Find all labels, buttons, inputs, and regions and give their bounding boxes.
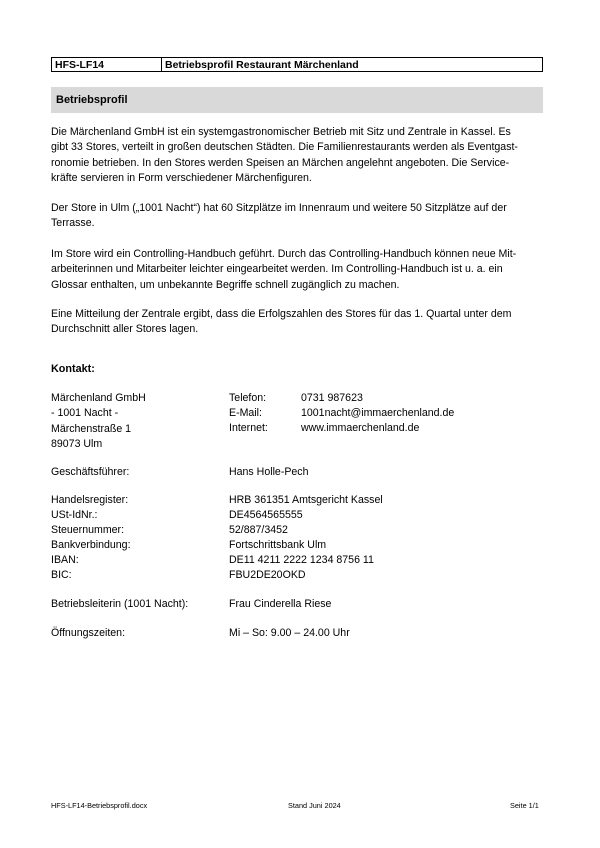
- ust-value: DE4564565555: [229, 509, 303, 521]
- bic-label: BIC:: [51, 569, 72, 581]
- email-label: E-Mail:: [229, 407, 262, 419]
- paragraph-intro: [51, 125, 543, 187]
- internet-value: www.immaerchenland.de: [301, 422, 420, 434]
- email-value: 1001nacht@immaerchenland.de: [301, 407, 455, 419]
- text-line: Der Store in Ulm („1001 Nacht“) hat 60 Sitzplätze im Innenraum und weitere 50 Sitzplätze auf der: [51, 202, 507, 214]
- text-line: Die Märchenland GmbH ist ein systemgastronomischer Betrieb mit Sitz und Zentrale in Kassel. Es: [51, 126, 511, 138]
- paragraph-handbook: [51, 247, 543, 293]
- bank-value: Fortschrittsbank Ulm: [229, 539, 327, 551]
- hr-value: HRB 361351 Amtsgericht Kassel: [229, 494, 383, 506]
- stnr-value: 52/887/3452: [229, 524, 288, 536]
- text-line: arbeiterinnen und Mitarbeiter leichter eingearbeitet werden. Im Controlling-Handbuch ist u. a. ein: [51, 263, 503, 276]
- internet-label: Internet:: [229, 422, 268, 434]
- text-line: Glossar enthalten, um unbekannte Begriffe schnell zugänglich zu machen.: [51, 278, 400, 291]
- section-title: Betriebsprofil: [51, 87, 543, 113]
- iban-label: IBAN:: [51, 554, 79, 566]
- address-line: 89073 Ulm: [51, 438, 103, 451]
- address-block: [51, 391, 146, 453]
- text-line: gibt 33 Stores, verteilt in großen deutschen Städten. Die Familienrestaurants werden als Eventgast-: [51, 141, 518, 154]
- bic-value: FBU2DE20OKD: [229, 569, 306, 581]
- footer-stand: Stand Juni 2024: [288, 801, 341, 810]
- paragraph-store: [51, 201, 543, 232]
- text-line: ronomie betrieben. In den Stores werden Speisen an Märchen angelehnt angeboten. Die Service-: [51, 156, 510, 169]
- header-title: Betriebsprofil Restaurant Märchenland: [165, 59, 359, 71]
- header-table: [51, 57, 543, 72]
- oeffnungszeiten-label: Öffnungszeiten:: [51, 627, 126, 639]
- footer-page-number: Seite 1/1: [510, 801, 539, 810]
- oeffnungszeiten-value: Mi – So: 9.00 – 24.00 Uhr: [229, 627, 350, 639]
- stnr-label: Steuernummer:: [51, 524, 125, 536]
- text-line: Terrasse.: [51, 217, 95, 230]
- betriebsleiterin-value: Frau Cinderella Riese: [229, 598, 332, 610]
- footer-filename: HFS-LF14-Betriebsprofil.docx: [51, 801, 148, 810]
- ust-label: USt-IdNr.:: [51, 509, 98, 521]
- address-line: - 1001 Nacht -: [51, 407, 119, 420]
- gf-label: Geschäftsführer:: [51, 466, 130, 478]
- text-line: Durchschnitt aller Stores lagen.: [51, 323, 199, 336]
- betriebsleiterin-label: Betriebsleiterin (1001 Nacht):: [51, 598, 189, 610]
- iban-value: DE11 4211 2222 1234 8756 11: [229, 554, 374, 566]
- paragraph-results: [51, 307, 543, 338]
- telefon-label: Telefon:: [229, 392, 267, 404]
- bank-label: Bankverbindung:: [51, 539, 131, 551]
- kontakt-heading: Kontakt:: [51, 363, 95, 375]
- gf-value: Hans Holle-Pech: [229, 466, 309, 478]
- telefon-value: 0731 987623: [301, 392, 363, 404]
- text-line: Eine Mitteilung der Zentrale ergibt, dass die Erfolgszahlen des Stores für das 1. Quartal unter dem: [51, 308, 512, 320]
- text-line: kräfte servieren in Form verschiedener Märchenfiguren.: [51, 172, 312, 185]
- header-code: HFS-LF14: [52, 58, 162, 71]
- text-line: Im Store wird ein Controlling-Handbuch geführt. Durch das Controlling-Handbuch können neue Mit-: [51, 248, 517, 260]
- address-line: Märchenstraße 1: [51, 422, 132, 435]
- address-line: Märchenland GmbH: [51, 392, 146, 404]
- hr-label: Handelsregister:: [51, 494, 129, 506]
